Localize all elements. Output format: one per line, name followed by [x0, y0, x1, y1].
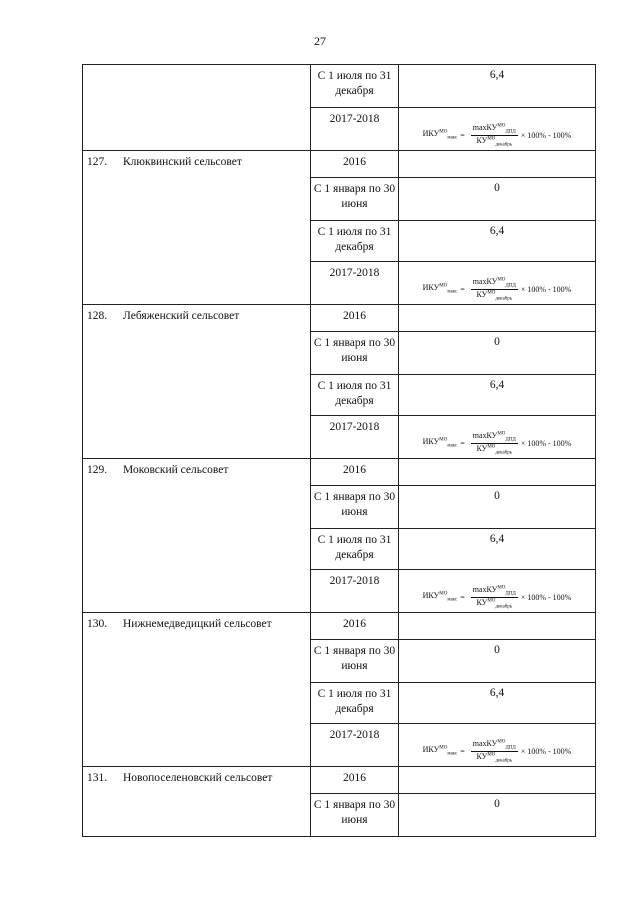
period-cell: 2016 — [311, 767, 399, 794]
period-cell: 2017-2018 — [311, 262, 399, 305]
value-cell: 0 — [399, 640, 596, 683]
name-cell-continued — [83, 65, 311, 151]
formula — [399, 270, 595, 308]
formula-eq: = — [460, 746, 465, 756]
row-number: 128. — [87, 310, 108, 322]
value-cell: 6,4 — [399, 375, 596, 416]
formula-numerator: maxКУ$^{МО}_{ДПД}$ — [472, 122, 516, 135]
value-cell: 0 — [399, 794, 596, 837]
row-number: 129. — [87, 464, 108, 476]
municipality-cell — [83, 305, 311, 459]
period-cell: С 1 июля по 31 декабря — [311, 221, 399, 262]
formula-eq: = — [460, 130, 465, 140]
formula-tail: × 100% - 100% — [520, 284, 572, 294]
period-cell: С 1 июля по 31 декабря — [311, 375, 399, 416]
municipality-name: Клюквинский сельсовет — [123, 156, 242, 168]
municipality-cell — [83, 767, 311, 837]
formula-lhs: $ИКУ^{МО}_{макс}$ — [422, 129, 458, 141]
formula-eq: = — [460, 438, 465, 448]
value-cell — [399, 305, 596, 332]
formula — [399, 732, 595, 770]
municipality-cell — [83, 613, 311, 767]
municipality-cell — [83, 459, 311, 613]
value-cell: 6,4 — [399, 65, 596, 108]
formula-numerator: maxКУ$^{МО}_{ДПД}$ — [472, 276, 516, 289]
value-cell: 6,4 — [399, 221, 596, 262]
value-cell: 6,4 — [399, 683, 596, 724]
period-cell: С 1 января по 30 июня — [311, 332, 399, 375]
period-cell: С 1 января по 30 июня — [311, 794, 399, 837]
formula-lhs: $ИКУ^{МО}_{макс}$ — [422, 745, 458, 757]
formula-numerator: maxКУ$^{МО}_{ДПД}$ — [472, 584, 516, 597]
formula — [399, 424, 595, 462]
page-number: 27 — [314, 34, 326, 48]
formula-denominator: $КУ^{МО}_{декабрь}$ — [476, 135, 513, 148]
formula-eq: = — [460, 284, 465, 294]
formula-cell — [399, 724, 596, 767]
formula-fraction — [471, 431, 518, 455]
period-cell: С 1 июля по 31 декабря — [311, 683, 399, 724]
period-cell: С 1 января по 30 июня — [311, 486, 399, 529]
period-cell: С 1 июля по 31 декабря — [311, 65, 399, 108]
table-row — [83, 767, 596, 794]
formula-eq: = — [460, 592, 465, 602]
value-cell: 0 — [399, 486, 596, 529]
table-row — [83, 613, 596, 640]
period-cell: С 1 января по 30 июня — [311, 178, 399, 221]
formula-tail: × 100% - 100% — [520, 130, 572, 140]
period-cell: 2017-2018 — [311, 416, 399, 459]
formula-numerator: maxКУ$^{МО}_{ДПД}$ — [472, 738, 516, 751]
value-cell — [399, 613, 596, 640]
row-number: 131. — [87, 772, 108, 784]
value-cell — [399, 151, 596, 178]
formula-fraction — [471, 277, 518, 301]
value-cell — [399, 459, 596, 486]
value-cell: 0 — [399, 332, 596, 375]
period-cell: С 1 июля по 31 декабря — [311, 529, 399, 570]
formula-numerator: maxКУ$^{МО}_{ДПД}$ — [472, 430, 516, 443]
municipality-name: Новопоселеновский сельсовет — [123, 772, 273, 784]
municipality-cell — [83, 151, 311, 305]
row-number: 127. — [87, 156, 108, 168]
municipality-name: Моковский сельсовет — [123, 464, 229, 476]
formula-cell — [399, 262, 596, 305]
table-row — [83, 151, 596, 178]
formula — [399, 116, 595, 154]
formula-lhs: $ИКУ^{МО}_{макс}$ — [422, 437, 458, 449]
table-row — [83, 305, 596, 332]
period-cell: 2017-2018 — [311, 724, 399, 767]
period-cell: 2016 — [311, 151, 399, 178]
table-row — [83, 65, 596, 108]
row-number: 130. — [87, 618, 108, 630]
formula-lhs: $ИКУ^{МО}_{макс}$ — [422, 591, 458, 603]
municipality-name: Лебяженский сельсовет — [123, 310, 240, 322]
formula-cell — [399, 108, 596, 151]
municipality-name: Нижнемедведицкий сельсовет — [123, 618, 272, 630]
formula — [399, 578, 595, 616]
formula-fraction — [471, 739, 518, 763]
period-cell: 2017-2018 — [311, 570, 399, 613]
period-cell: 2016 — [311, 305, 399, 332]
formula-cell — [399, 570, 596, 613]
formula-fraction — [471, 123, 518, 147]
period-cell: 2016 — [311, 459, 399, 486]
tariff-table — [82, 64, 596, 837]
formula-tail: × 100% - 100% — [520, 592, 572, 602]
formula-tail: × 100% - 100% — [520, 746, 572, 756]
formula-denominator: $КУ^{МО}_{декабрь}$ — [476, 597, 513, 610]
formula-lhs: $ИКУ^{МО}_{макс}$ — [422, 283, 458, 295]
table-row — [83, 459, 596, 486]
formula-denominator: $КУ^{МО}_{декабрь}$ — [476, 443, 513, 456]
value-cell: 6,4 — [399, 529, 596, 570]
formula-denominator: $КУ^{МО}_{декабрь}$ — [476, 289, 513, 302]
formula-cell — [399, 416, 596, 459]
formula-denominator: $КУ^{МО}_{декабрь}$ — [476, 751, 513, 764]
formula-tail: × 100% - 100% — [520, 438, 572, 448]
value-cell — [399, 767, 596, 794]
value-cell: 0 — [399, 178, 596, 221]
period-cell: С 1 января по 30 июня — [311, 640, 399, 683]
period-cell: 2017-2018 — [311, 108, 399, 151]
period-cell: 2016 — [311, 613, 399, 640]
formula-fraction — [471, 585, 518, 609]
